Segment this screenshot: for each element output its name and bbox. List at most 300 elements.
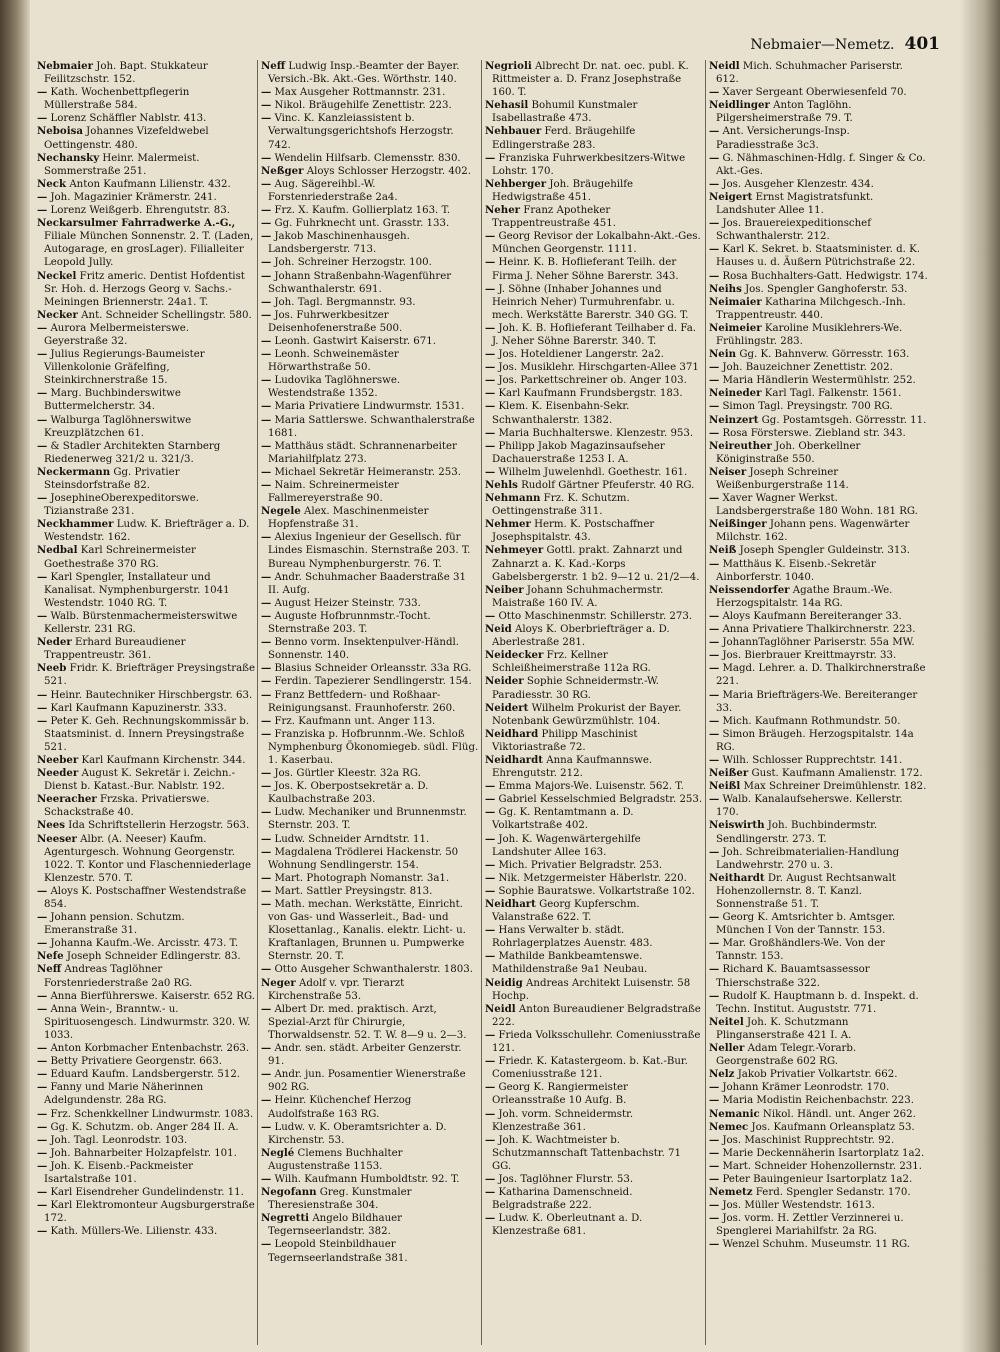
entry-name: — [709,125,720,138]
entry-name: Neißer [709,767,749,780]
entry-name: — [37,190,48,203]
directory-entry [709,1042,928,1068]
entry-name: Neckarsulmer Fahrradwerke A.-G., [37,217,236,230]
directory-entry [709,125,928,151]
entry-text: Philipp Jakob Magazinsaufseher Dachauerstraße 1253 I. A. [492,440,665,465]
directory-entry [37,689,255,702]
entry-text: Otto Ausgeher Schwanthalerstr. 1803. [274,964,473,976]
entry-name: — [485,1081,496,1094]
directory-entry [37,937,255,950]
entry-text: Wendelin Hilfsarb. Clemensstr. 830. [274,152,461,164]
entry-name: — [709,217,720,230]
directory-entry [261,440,479,466]
directory-entry [485,1029,703,1055]
directory-entry [485,584,703,610]
directory-entry [37,1147,255,1160]
entry-text: Alexius Ingenieur der Gesellsch. für Lindes Eismaschin. Sternstraße 203. T. Bureau Nymphenburgerstr. 76. T. [268,532,471,570]
directory-entry [261,1094,479,1120]
directory-entry [37,309,255,322]
entry-name: Neißinger [709,518,767,531]
entry-text: August Heizer Steinstr. 733. [274,597,421,609]
entry-text: Agathe Braum.-We. Herzogspitalstr. 14a RG. [716,584,893,609]
entry-text: Joseph Schneider Edlingerstr. 83. [66,951,241,963]
entry-name: Nemanic [709,1107,760,1120]
page-number: 401 [904,34,940,54]
directory-entry [261,963,479,976]
directory-entry [261,414,479,440]
entry-text: Joh. Magazinier Krämerstr. 241. [50,191,217,203]
directory-entry [261,296,479,309]
entry-name: — [709,1172,720,1185]
entry-text: Hans Verwalter b. städt. Rohrlagerplatzes Auenstr. 483. [492,925,653,950]
entry-text: Marg. Buchbinderswitwe Buttermelcherstr. 34. [44,388,181,413]
entry-text: Otto Maschinenmstr. Schillerstr. 273. [498,610,693,622]
entry-text: Jakob Privatier Volkartstr. 662. [737,1069,898,1081]
entry-text: Herm. K. Postschaffner Josephspitalstr. 43. [492,519,655,544]
directory-entry [261,230,479,256]
entry-text: Heinr. Malermeist. Sommerstraße 251. [44,152,200,177]
entry-text: Albrecht Dr. nat. oec. publ. K. Rittmeister a. D. Franz Josephstraße 160. T. [492,61,689,99]
directory-entry [709,86,928,99]
entry-name: — [709,649,720,662]
entry-text: Andr. sen. städt. Arbeiter Genzerstr. 91. [268,1043,462,1068]
directory-entry [261,1173,479,1186]
directory-entry [709,636,928,649]
directory-entry [261,479,479,505]
entry-name: — [37,1199,48,1212]
directory-entry [261,335,479,348]
entry-text: Karl Tagl. Falkenstr. 1561. [764,388,902,400]
entry-name: — [709,989,720,1002]
entry-name: Nefe [37,950,64,963]
entry-name: Neiß [709,544,737,557]
entry-name: Neitel [709,1015,744,1028]
entry-name: — [37,348,48,361]
directory-entry [485,623,703,649]
directory-entry [485,728,703,754]
entry-name: — [261,374,272,387]
directory-entry [485,898,703,924]
entry-text: Angelo Bildhauer Tegernseerlandstr. 382. [268,1213,403,1238]
entry-name: — [261,871,272,884]
entry-text: Gg. Postamtsgeh. Görresstr. 11. [761,414,927,426]
directory-entry [37,767,255,793]
entry-text: Anton Korbmacher Entenbachstr. 263. [50,1043,250,1055]
directory-entry [709,715,928,728]
entry-text: Heinr. Küchenchef Herzog Audolfstraße 163 RG. [268,1095,412,1120]
directory-entry [485,924,703,950]
directory-entry [709,1173,928,1186]
entry-name: Neithardt [709,871,765,884]
entry-text: Maria Händlerin Westermühlstr. 252. [722,375,916,387]
entry-text: Heinr. K. B. Hoflieferant Teilh. der Firma J. Neher Söhne Barerstr. 343. [492,257,679,282]
entry-text: Fanny und Marie Näherinnen Adelgundenstr. 28a RG. [44,1082,204,1107]
entry-name: Neidl [485,1002,516,1015]
entry-name: — [261,727,272,740]
entry-name: Neidhardt [485,753,543,766]
entry-text: Fritz americ. Dentist Hofdentist Sr. Hoh. d. Herzogs Georg v. Sachs.-Meiningen Briennerstr. 24a1. T. [44,270,245,308]
entry-text: G. Nähmaschinen-Hdlg. f. Singer & Co. Akt.-Ges. [716,152,926,177]
entry-text: Franziska Fuhrwerkbesitzers-Witwe Lohstr. 170. [492,152,686,177]
entry-name: — [485,230,496,243]
entry-name: Neiber [485,583,524,596]
entry-text: JohannTaglöhner Pariserstr. 55a MW. [722,637,915,649]
entry-text: Karl Eisendreher Gundelindenstr. 11. [50,1187,244,1199]
directory-entry [261,1147,479,1173]
entry-text: Bohumil Kunstmaler Isabellastraße 473. [492,100,638,125]
directory-entry [485,1108,703,1134]
entry-text: Franziska p. Hofbrunnm.-We. Schloß Nymphenburg Ökonomiegeb. südl. Flüg. 1. Kaserbau. [268,728,479,766]
entry-name: — [37,688,48,701]
entry-name: Neigert [709,190,753,203]
entry-text: Ferdin. Tapezierer Sendlingerstr. 154. [274,676,472,688]
entry-name: Nehberger [485,177,547,190]
entry-text: Rudolf K. Hauptmann b. d. Inspekt. d. Techn. Institut. Auguststr. 771. [716,990,919,1015]
entry-name: Nehmeyer [485,544,544,557]
entry-name: — [485,465,496,478]
entry-text: Lorenz Weißgerb. Ehrengutstr. 83. [50,205,230,217]
entry-text: Mart. Sattler Preysingstr. 813. [274,885,433,897]
entry-text: Magd. Lehrer. a. D. Thalkirchnerstraße 221. [716,663,926,688]
directory-entry [485,702,703,728]
directory-entry [261,99,479,112]
directory-entry [485,387,703,400]
entry-text: Heinr. Bautechniker Hirschbergstr. 63. [50,689,253,701]
entry-name: — [709,937,720,950]
entry-name: — [485,780,496,793]
entry-text: Jos. Bierbrauer Kreittmayrstr. 33. [722,650,897,662]
entry-text: Ferd. Spengler Sedanstr. 170. [755,1187,911,1199]
entry-text: Georg Revisor der Lokalbahn-Akt.-Ges. München Georgenstr. 1111. [492,231,701,256]
entry-text: Frz. Kellner Schleißheimerstraße 112a RG. [492,650,651,675]
directory-entry [709,518,928,544]
directory-entry [709,1081,928,1094]
directory-entry [261,112,479,151]
entry-text: Emma Majors-We. Luisenstr. 562. T. [498,781,684,793]
directory-entry [709,283,928,296]
directory-entry [261,309,479,335]
directory-entry [485,1186,703,1212]
entry-text: Maria Modistin Reichenbachstr. 223. [722,1095,915,1107]
entry-name: — [485,871,496,884]
entry-text: Rudolf Gärtner Pfeuferstr. 40 RG. [521,480,695,491]
entry-text: Simon Bräugeh. Herzogspitalstr. 14a RG. [716,728,914,753]
directory-entry [37,518,255,544]
directory-entry [261,662,479,675]
directory-entry [709,610,928,623]
entry-text: Max Schreiner Dreimühlenstr. 182. [743,781,927,793]
directory-entry [485,649,703,675]
entry-name: — [261,269,272,282]
entry-name: Neireuther [709,439,772,452]
entry-name: Neidl [709,60,740,72]
entry-name: — [37,387,48,400]
directory-entry [261,780,479,806]
directory-entry [485,479,703,492]
entry-text: Mathilde Bankbeamtenswe. Mathildenstraße 9a1 Neubau. [492,951,648,976]
entry-name: Neckhammer [37,518,114,531]
entry-text: Aloys K. Oberbriefträger a. D. Aberlestraße 281. [492,624,670,649]
entry-name: Nehmann [485,492,541,505]
entry-text: Leopold Steinbildhauer Tegernseerlandstraße 381. [268,1239,408,1264]
entry-text: Gust. Kaufmann Amalienstr. 172. [751,768,923,780]
directory-entry [37,571,255,610]
entry-text: Karl Kaufmann Kapuzinerstr. 333. [50,702,227,714]
directory-entry [37,950,255,963]
entry-name: — [709,609,720,622]
entry-name: Neihs [709,282,742,295]
entry-text: Maria Buchhalterswe. Klenzestr. 953. [498,427,694,439]
directory-entry [709,296,928,322]
directory-entry [709,990,928,1016]
directory-entry [261,1121,479,1147]
entry-name: — [261,675,272,688]
entry-text: Max Ausgeher Rottmannstr. 231. [274,87,446,99]
directory-entry [709,217,928,243]
entry-text: Walburga Taglöhnerswitwe Kreuzplätzchen 61. [44,414,192,439]
entry-text: Jos. Parkettschreiner ob. Anger 103. [498,375,687,387]
entry-name: — [261,177,272,190]
directory-entry [261,977,479,1003]
entry-text: Jos. Musiklehr. Hirschgarten-Allee 371 [498,362,699,374]
entry-text: Jos. Taglöhner Flurstr. 53. [498,1173,634,1185]
entry-text: Simon Tagl. Preysingstr. 700 RG. [722,401,893,413]
entry-name: Negretti [261,1212,310,1225]
directory-entry [37,1042,255,1055]
entry-text: Greg. Kunstmaler Theresienstraße 304. [268,1187,412,1212]
entry-name: — [37,1159,48,1172]
entry-name: Neder [37,636,72,649]
directory-entry [261,571,479,597]
entry-name: Negofann [261,1186,317,1199]
entry-text: Joh. Buchbindermstr. Sendlingerstr. 273. T. [716,820,878,845]
entry-text: Eduard Kaufm. Landsbergerstr. 512. [50,1069,241,1081]
entry-text: Betty Privatiere Georgenstr. 663. [50,1056,222,1068]
directory-entry [37,754,255,767]
entry-text: Aloys Schlosser Herzogstr. 402. [306,165,472,177]
directory-entry [485,1173,703,1186]
entry-text: Gg. K. Rentamtmann a. D. Volkartstraße 402. [492,807,634,832]
entry-name: — [37,439,48,452]
entry-text: Mich. Privatier Belgradstr. 253. [498,859,663,871]
entry-text: Jos. Maschinist Rupprechtstr. 92. [722,1134,895,1146]
entry-text: Georg K. Amtsrichter b. Amtsger. München I Von der Tannstr. 153. [716,912,896,937]
entry-name: — [709,688,720,701]
directory-entry [261,610,479,636]
entry-name: Nehmer [485,518,531,531]
directory-entry [261,1238,479,1264]
entry-text: Sophie Schneidermstr.-W. Paradiesstr. 30 RG. [492,676,659,701]
directory-entry [485,675,703,701]
entry-name: Neeber [37,753,79,766]
directory-entry [37,1081,255,1107]
directory-entry [261,636,479,662]
directory-entry [709,1160,928,1173]
page-header [720,34,940,56]
entry-name: — [709,1212,720,1225]
entry-name: — [709,374,720,387]
entry-text: Karl Schreinermeister Goethestraße 370 RG. [44,545,196,570]
directory-entry [37,414,255,440]
directory-entry [485,348,703,361]
entry-text: Math. mechan. Werkstätte, Einricht. von Gas- und Wasserleit., Bad- und Klosettanlag., Kanalis. elektr. Licht- u. Kraftanlagen, Brunnen u. Pumpwerke Sternstr. 20. T. [268,899,466,963]
entry-text: Ant. Versicherungs-Insp. Paradiesstraße 3c3. [716,126,850,151]
entry-name: — [37,937,48,950]
entry-name: — [485,793,496,806]
entry-text: Benno vorm. Insektenpulver-Händl. Sonnenstr. 140. [268,637,460,662]
entry-text: Rosa Buchhalters-Gatt. Hedwigstr. 174. [722,270,928,282]
entry-name: — [37,1068,48,1081]
directory-entry [485,440,703,466]
entry-text: Joseph Spengler Guldeinstr. 313. [739,545,911,557]
directory-entry [709,60,928,86]
entry-name: — [485,321,496,334]
directory-entry [709,649,928,662]
entry-name: — [261,1172,272,1185]
directory-entry [709,99,928,125]
entry-text: Nik. Metzgermeister Häberlstr. 220. [498,872,687,884]
entry-name: — [485,1186,496,1199]
entry-name: Neeracher [37,793,97,806]
entry-text: Ida Schriftstellerin Herzogstr. 563. [68,820,250,832]
column-2 [258,60,482,1345]
entry-text: Ludw. Schneider Arndtstr. 11. [274,833,430,845]
entry-name: — [261,99,272,112]
directory-entry [709,152,928,178]
directory-entry [485,833,703,859]
directory-entry [37,1134,255,1147]
entry-name: — [709,753,720,766]
directory-entry [261,833,479,846]
directory-entry [709,584,928,610]
entry-text: Karl Kaufmann Frundsbergstr. 183. [498,388,683,400]
entry-text: Frzska. Privatierswe. Schackstraße 40. [44,794,210,819]
entry-text: Filiale München Sonnenstr. 2. T. (Laden, Autogarage, en grosLager). Filialleiter Leopold Jully. [44,231,254,269]
entry-name: — [37,701,48,714]
entry-text: Johanna Kaufm.-We. Arcisstr. 473. T. [50,938,239,950]
directory-entry [485,427,703,440]
directory-entry [709,361,928,374]
entry-name: — [261,1068,272,1081]
directory-entry [37,1108,255,1121]
entry-text: Jos. Ausgeher Klenzestr. 434. [722,178,874,190]
entry-name: — [709,636,720,649]
entry-text: Aurora Melbermeisterswe. Geyerstraße 32. [44,322,190,347]
entry-text: Gg. Privatier Steinsdorfstraße 82. [44,466,180,491]
entry-text: Maria Sattlerswe. Schwanthalerstraße 1681. [268,414,475,439]
column-4 [706,60,930,1345]
directory-entry [485,230,703,256]
directory-entry [485,361,703,374]
entry-name: Neher [485,204,521,217]
entry-name: Neineder [709,387,762,400]
entry-name: — [485,609,496,622]
directory-entry [485,400,703,426]
entry-name: — [261,596,272,609]
entry-text: Ludw. K. Briefträger a. D. Westendstr. 162. [44,519,250,544]
entry-name: Neiser [709,465,747,478]
directory-entry [261,675,479,688]
directory-entry [37,178,255,191]
entry-name: — [261,439,272,452]
entry-text: Mart. Photograph Nomanstr. 3a1. [274,872,450,884]
directory-entry [709,1108,928,1121]
directory-entry [485,1003,703,1029]
entry-text: J. Söhne (Inhaber Johannes und Heinrich Neher) Turmuhrenfabr. u. mech. Werkstätte Barerstr. 340 GG. T. [492,283,689,321]
entry-text: Joh. K. B. Hoflieferant Teilhaber d. Fa. J. Neher Söhne Barerstr. 340. T. [492,322,697,347]
directory-entry [261,872,479,885]
directory-entry [485,610,703,623]
directory-entry [485,780,703,793]
entry-name: Nein [709,348,737,361]
directory-entry [709,427,928,440]
directory-entry [37,544,255,570]
entry-name: Nehbauer [485,125,542,138]
directory-entry [37,636,255,662]
entry-text: Andreas Architekt Luisenstr. 58 Hochp. [492,977,691,1002]
entry-text: Jos. Kaufmann Orleansplatz 53. [751,1121,915,1133]
entry-text: Sophie Bauratswe. Volkartstraße 102. [498,885,695,897]
entry-text: Joh. Schreibmaterialien-Handlung Landwehrstr. 270 u. 3. [716,846,900,871]
entry-name: — [709,793,720,806]
entry-name: Needer [37,767,79,780]
entry-name: — [261,1002,272,1015]
entry-name: — [709,714,720,727]
entry-name: Negrioli [485,60,532,72]
entry-text: Julius Regierungs-Baumeister Villenkolonie Gräfelfing, Steinkirchnerstraße 15. [44,349,205,387]
entry-name: — [485,374,496,387]
entry-name: — [261,845,272,858]
entry-name: — [37,1042,48,1055]
entry-name: — [37,1120,48,1133]
directory-entry [709,662,928,688]
directory-entry [485,204,703,230]
entry-name: Neid [485,623,512,636]
directory-entry [37,793,255,819]
entry-name: Necker [37,308,78,321]
directory-entry [709,1121,928,1134]
entry-name: — [261,688,272,701]
directory-entry [261,728,479,767]
entry-name: — [709,269,720,282]
directory-entry [485,492,703,518]
entry-name: — [485,950,496,963]
directory-entry [709,728,928,754]
directory-entry [37,217,255,269]
entry-name: — [261,609,272,622]
directory-entry [37,125,255,151]
entry-name: — [709,1081,720,1094]
entry-name: — [261,806,272,819]
entry-name: Neff [37,963,62,976]
entry-name: — [37,492,48,505]
entry-text: Ludw. K. Oberleutnant a. D. Klenzestraße 681. [492,1213,643,1238]
directory-entry [37,152,255,178]
entry-text: Anna Wein-, Branntw.- u. Spirituosengesch. Lindwurmstr. 320. W. 1033. [44,1003,251,1041]
entry-name: Neidhart [485,898,536,910]
entry-name: Neißl [709,780,741,793]
entry-name: Neck [37,177,67,190]
directory-entry [261,165,479,178]
entry-text: Gg. Fuhrknecht unt. Grasstr. 133. [274,218,450,230]
entry-name: — [37,204,48,217]
entry-text: August K. Sekretär i. Zeichn.-Dienst b. Katast.-Bur. Nablstr. 192. [44,768,236,793]
directory-entry [37,322,255,348]
entry-name: — [485,151,496,164]
entry-name: Neger [261,976,296,989]
directory-entry [261,256,479,269]
entry-name: — [485,387,496,400]
